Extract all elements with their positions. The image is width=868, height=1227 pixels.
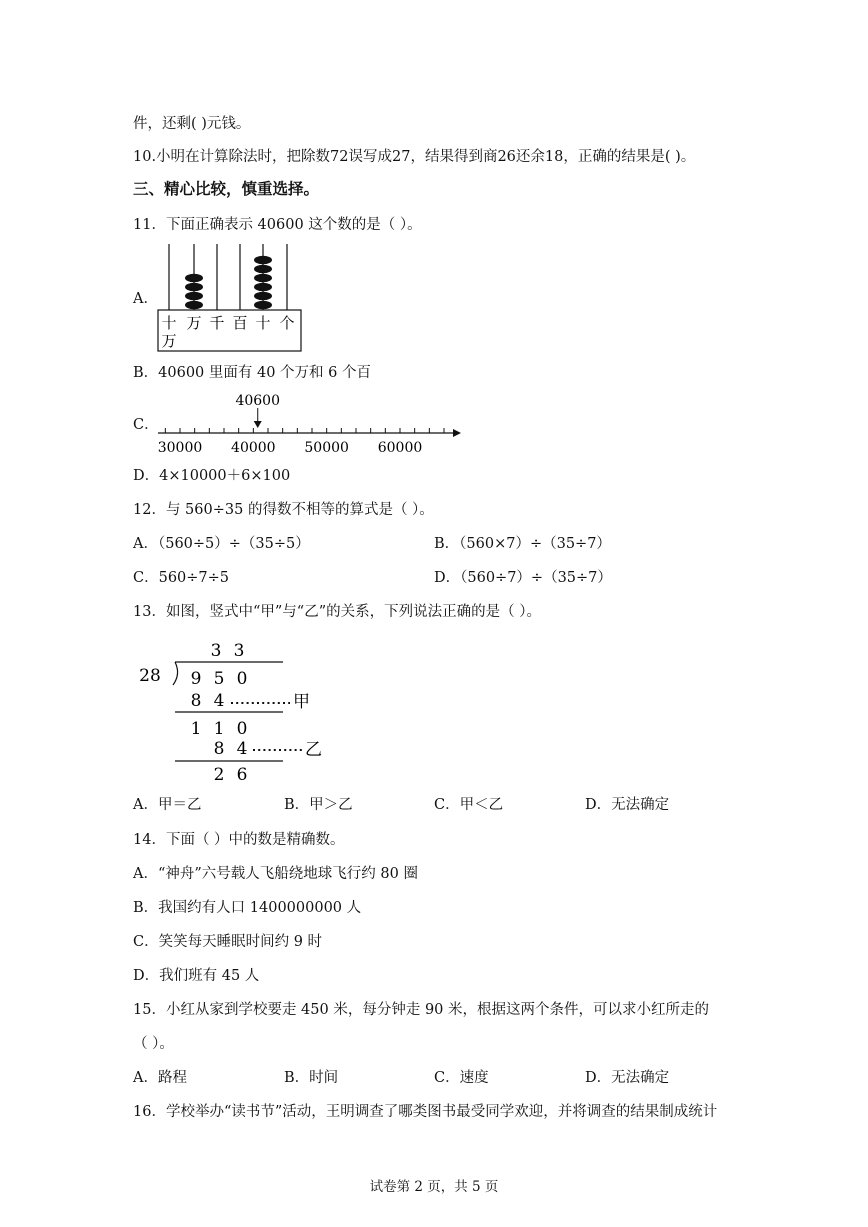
number-line-marker-label: 40600 xyxy=(235,393,281,409)
q11-option-d: D．4×10000＋6×100 xyxy=(133,468,291,484)
division-bracket xyxy=(173,662,178,685)
q14-option-b: B．我国约有人口 1400000000 人 xyxy=(133,900,362,916)
abacus-bead xyxy=(254,292,272,301)
step1-digit-1: 8 xyxy=(190,691,202,711)
section-3-heading: 三、精心比较，慎重选择。 xyxy=(133,180,320,198)
remainder1-digit-1: 1 xyxy=(190,719,202,739)
abacus-bead xyxy=(185,292,203,301)
abacus-figure xyxy=(155,240,305,356)
q11-option-b: B．40600 里面有 40 个万和 6 个百 xyxy=(133,365,372,381)
question-15-line-2: （ ）。 xyxy=(133,1036,174,1052)
step2-digit-1: 8 xyxy=(213,739,225,759)
q15-option-d: D．无法确定 xyxy=(585,1070,670,1086)
q13-option-c: C．甲＜乙 xyxy=(434,797,504,813)
q15-option-b: B．时间 xyxy=(284,1070,339,1086)
step1-digit-2: 4 xyxy=(213,691,225,711)
remainder1-digit-2: 1 xyxy=(213,719,225,739)
abacus-bead xyxy=(254,265,272,274)
dividend-digit-1: 9 xyxy=(190,669,202,689)
abacus-bead xyxy=(254,274,272,283)
question-13: 13．如图，竖式中“甲”与“乙”的关系，下列说法正确的是（ ）。 xyxy=(133,604,541,620)
abacus-bead xyxy=(185,301,203,310)
question-14: 14．下面（ ）中的数是精确数。 xyxy=(133,832,345,848)
number-line-tick-label: 50000 xyxy=(304,440,349,456)
number-line-tick-label: 40000 xyxy=(231,440,276,456)
dividend-digit-3: 0 xyxy=(236,669,248,689)
abacus-place-label: 十 xyxy=(161,314,177,332)
remainder2-digit-2: 6 xyxy=(236,765,248,785)
abacus-place-label: 个 xyxy=(279,314,295,332)
question-10: 10.小明在计算除法时，把除数72误写成27，结果得到商26还余18，正确的结果是( )。 xyxy=(133,149,696,165)
q14-option-a: A．“神舟”六号载人飞船绕地球飞行约 80 圈 xyxy=(133,866,418,882)
abacus-bead xyxy=(185,274,203,283)
q15-option-a: A．路程 xyxy=(133,1070,187,1086)
q15-option-c: C．速度 xyxy=(434,1070,489,1086)
question-15-line-1: 15．小红从家到学校要走 450 米，每分钟走 90 米，根据这两个条件，可以求小红所走的 xyxy=(133,1002,710,1018)
q11-option-c-label: C． xyxy=(133,417,159,433)
long-division-figure xyxy=(135,632,335,787)
step1-tag: 甲 xyxy=(293,692,310,712)
question-12: 12．与 560÷35 的得数不相等的算式是（ ）。 xyxy=(133,502,434,518)
question-11: 11．下面正确表示 40600 这个数的是（ ）。 xyxy=(133,217,422,233)
q12-option-c: C．560÷7÷5 xyxy=(133,570,230,586)
dividend-digit-2: 5 xyxy=(213,669,225,689)
quotient-digit-2: 3 xyxy=(233,641,245,661)
divisor: 28 xyxy=(139,666,161,686)
page-footer: 试卷第 2 页，共 5 页 xyxy=(369,1179,499,1195)
q12-option-d: D．（560÷7）÷（35÷7） xyxy=(434,570,612,586)
abacus-bead xyxy=(254,301,272,310)
step2-digit-2: 4 xyxy=(236,739,248,759)
q13-option-a: A．甲＝乙 xyxy=(133,797,202,813)
abacus-bead xyxy=(254,283,272,292)
q12-option-a: A．（560÷5）÷（35÷5） xyxy=(133,536,310,552)
step2-tag: 乙 xyxy=(305,740,322,760)
number-line-figure xyxy=(150,388,470,460)
quotient-digit-1: 3 xyxy=(210,641,222,661)
abacus-place-label: 千 xyxy=(209,314,225,332)
q14-option-d: D．我们班有 45 人 xyxy=(133,968,260,984)
remainder1-digit-3: 0 xyxy=(236,719,248,739)
abacus-place-label: 万 xyxy=(186,314,202,332)
q11-option-a-label: A． xyxy=(133,291,158,307)
q9-tail-line: 件，还剩( )元钱。 xyxy=(133,116,251,132)
abacus-bead xyxy=(254,256,272,265)
remainder2-digit-1: 2 xyxy=(213,765,225,785)
q13-option-d: D．无法确定 xyxy=(585,797,670,813)
q12-option-b: B．（560×7）÷（35÷7） xyxy=(434,536,611,552)
abacus-place-label: 百 xyxy=(232,314,248,332)
abacus-place-label: 十 xyxy=(255,314,271,332)
number-line-axis-arrowhead xyxy=(453,429,461,437)
q14-option-c: C．笑笑每天睡眠时间约 9 时 xyxy=(133,934,323,950)
question-16: 16．学校举办“读书节”活动，王明调查了哪类图书最受同学欢迎，并将调查的结果制成统计 xyxy=(133,1104,718,1120)
q13-option-b: B．甲＞乙 xyxy=(284,797,353,813)
number-line-marker-arrowhead xyxy=(254,421,262,428)
number-line-tick-label: 30000 xyxy=(157,440,203,456)
abacus-place-label: 万 xyxy=(161,332,177,350)
number-line-tick-label: 60000 xyxy=(377,440,423,456)
abacus-bead xyxy=(185,283,203,292)
